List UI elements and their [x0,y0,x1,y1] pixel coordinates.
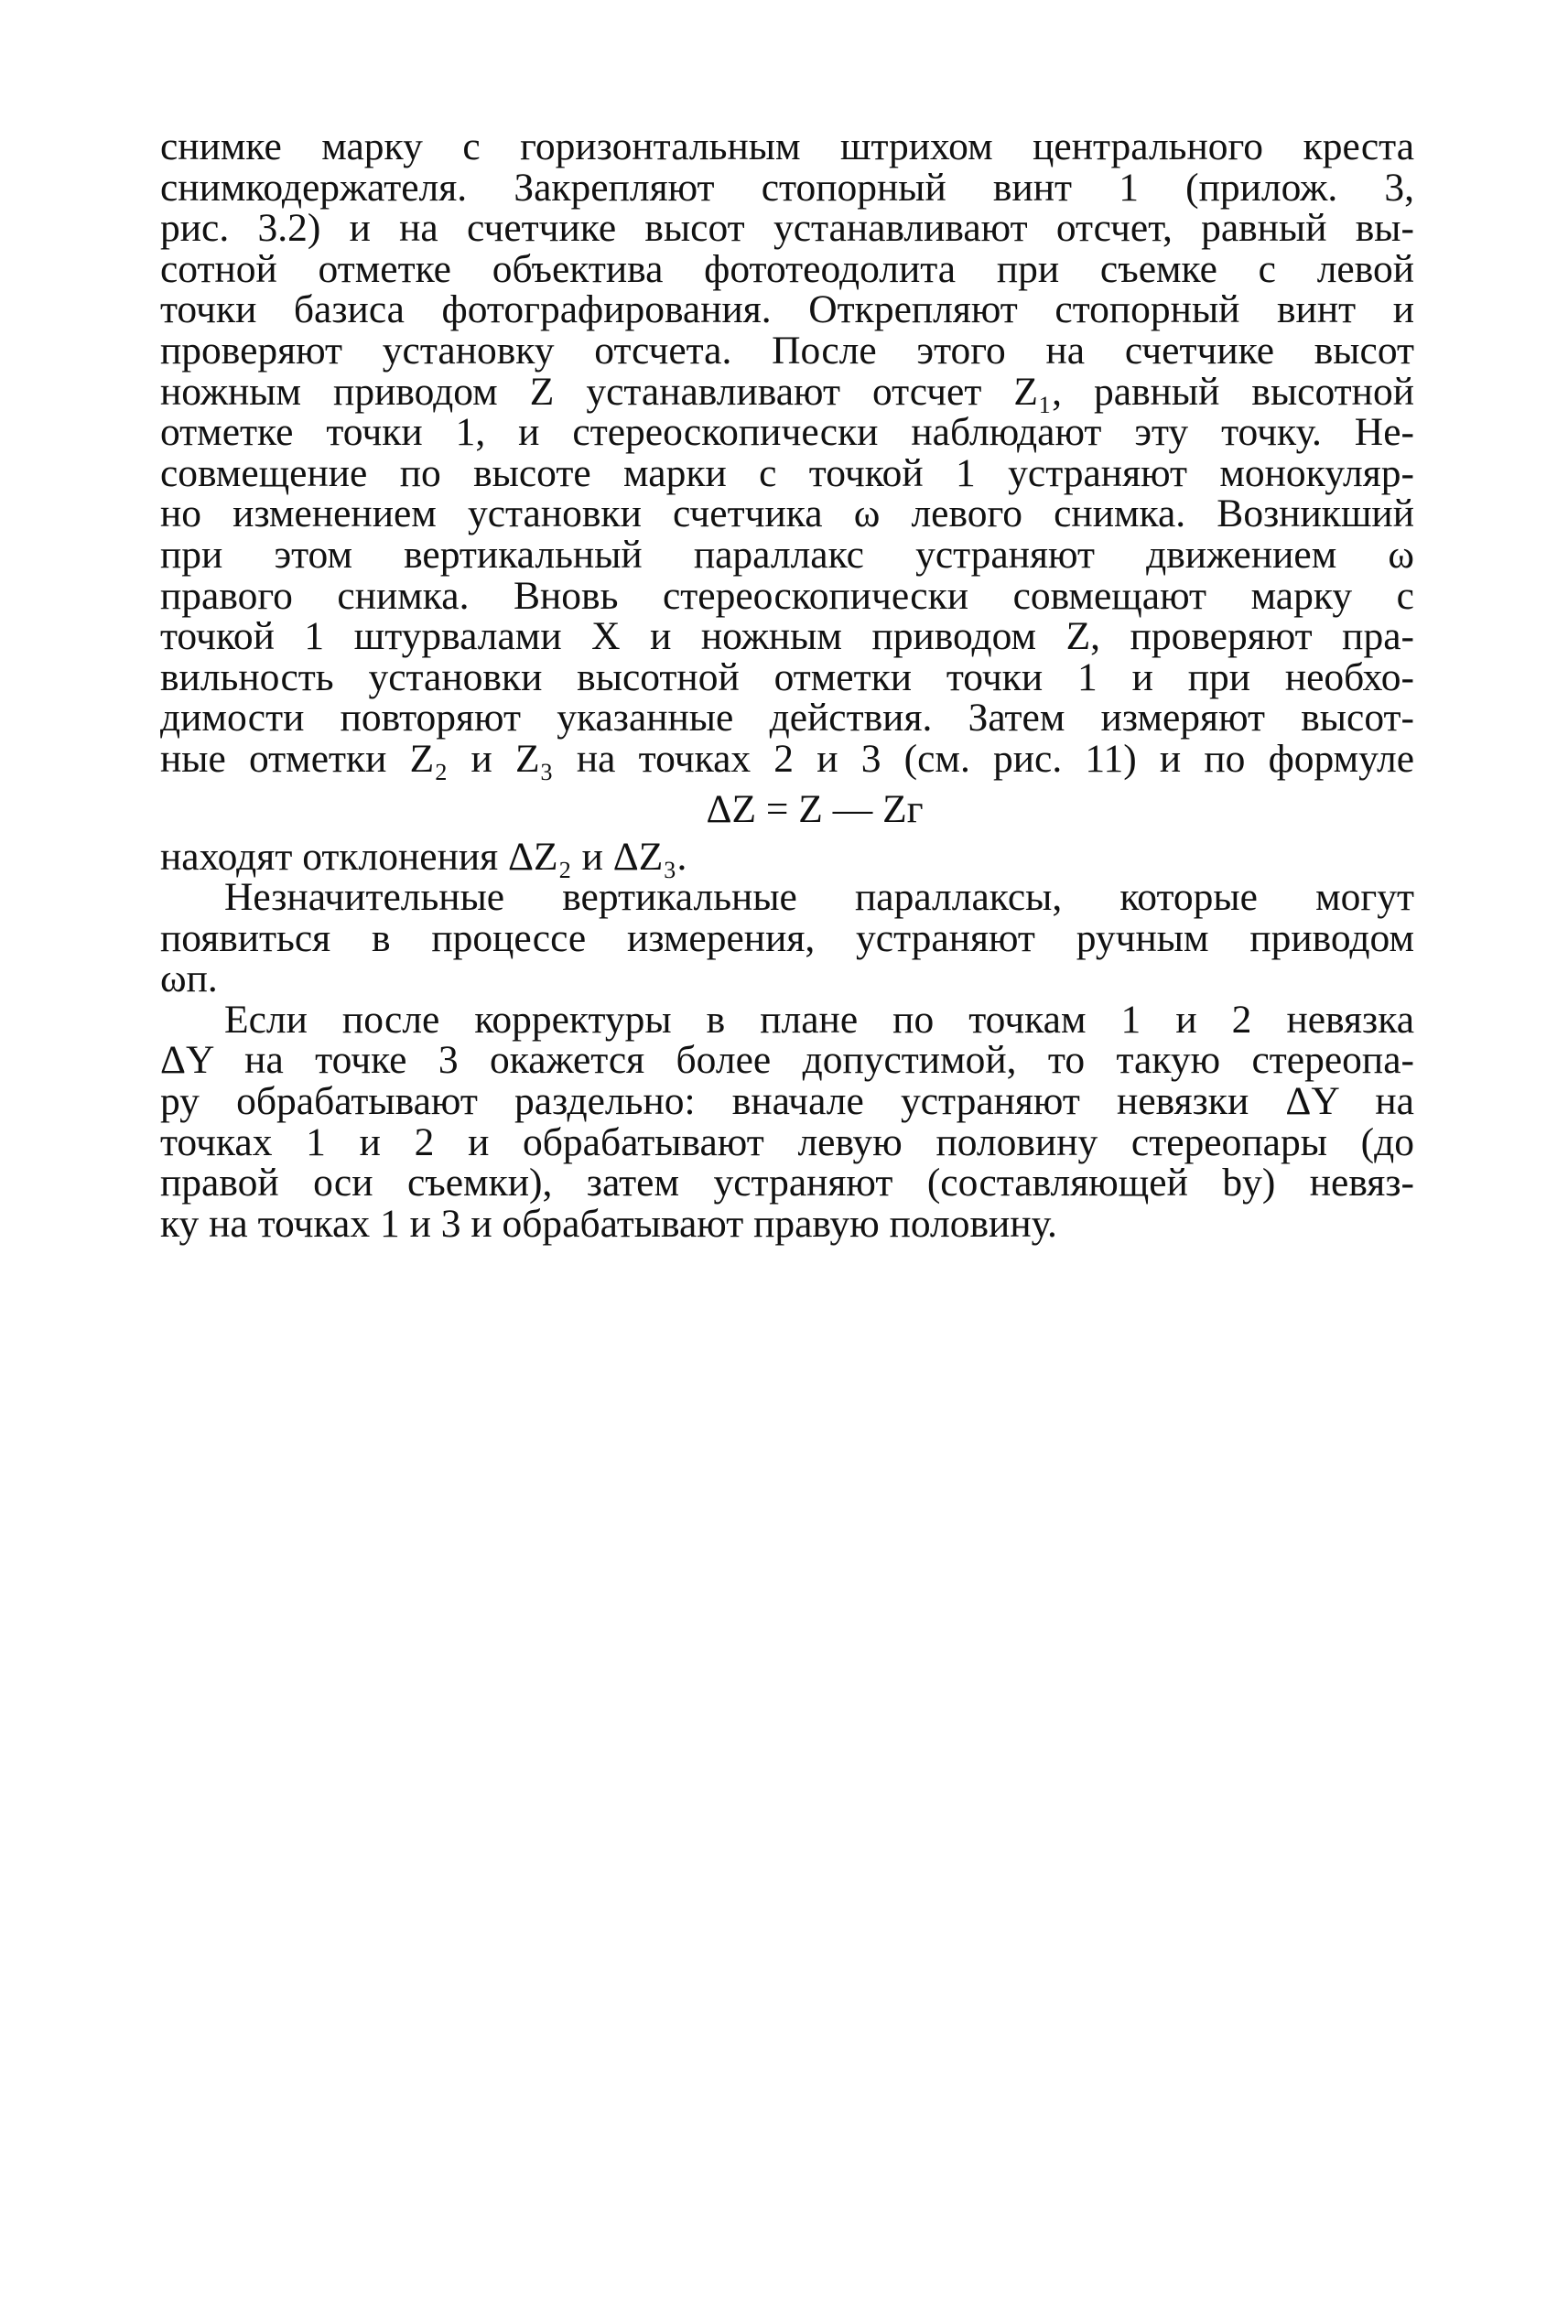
text-line: снимкодержателя. Закрепляют стопорный винт 1 (прилож. 3, [160,165,1414,210]
text-line: сотной отметке объектива фототеодолита при съемке с левой [160,246,1414,291]
text-line: ΔY на точке 3 окажется более допустимой, то такую стереопа- [160,1038,1414,1083]
text-line: ру обрабатывают раздельно: вначале устраняют невязки ΔY на [160,1079,1414,1124]
text-line: ные отметки Z₂ и Z₃ на точках 2 и 3 (см. рис. 11) и по формуле [160,736,1414,781]
paragraph-1 [160,126,1414,780]
paragraph-2 [160,877,1414,1000]
text-line: проверяют установку отсчета. После этого на счетчике высот [160,328,1414,373]
text-line: точкой 1 штурвалами X и ножным приводом Z, проверяют пра- [160,614,1414,659]
text-line: появиться в процессе измерения, устраняют ручным приводом [160,915,1414,960]
formula: ΔZ = Z — Zг [706,786,924,831]
text-line: отметке точки 1, и стереоскопически наблюдают эту точку. Не- [160,410,1414,455]
text-line: правого снимка. Вновь стереоскопически совмещают марку с [160,573,1414,618]
text-line: снимке марку с горизонтальным штрихом центрального креста [160,124,1414,168]
text-line: рис. 3.2) и на счетчике высот устанавливают отсчет, равный вы- [160,206,1414,251]
text-line: правой оси съемки), затем устраняют (составляющей by) невяз- [160,1161,1414,1205]
paragraph-3 [160,997,1414,1246]
text-line: находят отклонения ΔZ₂ и ΔZ₃. [160,834,687,879]
text-line: совмещение по высоте марки с точкой 1 устраняют монокуляр- [160,450,1414,495]
text-line: вильность установки высотной отметки точки 1 и при необхо- [160,654,1414,699]
text-line: Незначительные вертикальные параллаксы, которые могут [224,875,1414,920]
text-line: ку на точках 1 и 3 и обрабатывают правую половину. [160,1201,1057,1246]
text-line: при этом вертикальный параллакс устраняют движением ω [160,532,1414,577]
text-line: ωп. [160,957,218,1001]
text-line: димости повторяют указанные действия. Затем измеряют высот- [160,696,1414,740]
document-body [160,126,1414,1244]
text-line: Если после корректуры в плане по точкам 1 и 2 невязка [224,997,1414,1042]
text-line: но изменением установки счетчика ω левого снимка. Возникший [160,492,1414,536]
text-line: точки базиса фотографирования. Открепляют стопорный винт и [160,287,1414,332]
text-line: ножным приводом Z устанавливают отсчет Z₁, равный высотной [160,369,1414,414]
text-line: точках 1 и 2 и обрабатывают левую половину стереопары (до [160,1119,1414,1164]
